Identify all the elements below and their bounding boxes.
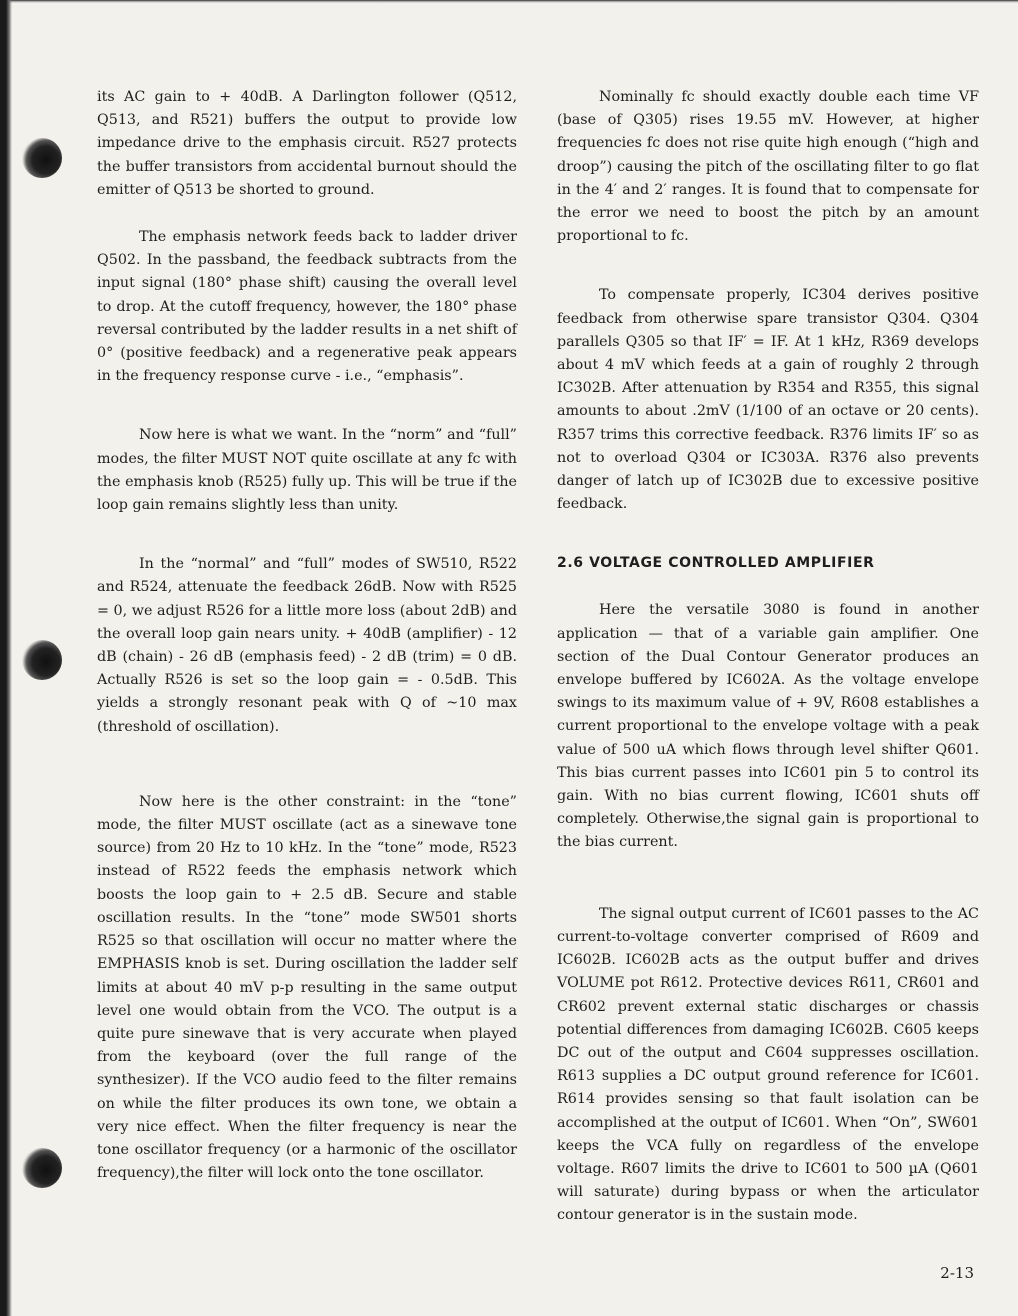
right-column bbox=[557, 86, 979, 1228]
paragraph: The emphasis network feeds back to ladder driver Q502. In the passband, the feedback subtracts from the input signal (180° phase shift) causing the overall level to drop. At the cutoff frequency, however, the 180° phase reversal contributed by the ladder results in a net shift of 0° (positive feedback) and a regenerative peak appears in the frequency response curve - i.e., “emphasis”. bbox=[97, 229, 517, 385]
paragraph: Now here is what we want. In the “norm” and “full” modes, the filter MUST NOT quite oscillate at any fc with the emphasis knob (R525) fully up. This will be true if the loop gain remains slightly less than unity. bbox=[97, 427, 517, 514]
binder-hole-icon bbox=[22, 640, 62, 680]
left-column bbox=[97, 86, 517, 1185]
page-edge-shadow-top bbox=[0, 0, 1018, 3]
paragraph: Now here is the other constraint: in the “tone” mode, the filter MUST oscillate (act as a sinewave tone source) from 20 Hz to 10 kHz. In the “tone” mode, R523 instead of R522 feeds the emphasis network which boosts the loop gain to + 2.5 dB. Secure and stable oscillation results. In the “tone” mode SW501 shorts R525 so that oscillation will occur no matter where the EMPHASIS knob is set. During oscillation the ladder self limits at about 40 mV p-p resulting in the same output level one would obtain from the VCO. The output is a quite pure sinewave that is very accurate when played from the keyboard (over the full range of the synthesizer). If the VCO audio feed to the filter remains on while the filter produces its own tone, we obtain a very nice effect. When the filter frequency is near the tone oscillator frequency (or a harmonic of the oscillator frequency),the filter will lock onto the tone oscillator. bbox=[97, 793, 517, 1182]
paragraph: The signal output current of IC601 passes to the AC current-to-voltage converter comprised of R609 and IC602B. IC602B acts as the output buffer and drives VOLUME pot R612. Protective devices R611, CR601 and CR602 prevent external static discharges or chassis potential differences from damaging IC602B. C605 keeps DC out of the output and C604 suppresses oscillation. R613 supplies a DC output ground reference for IC601. R614 provides sensing so that fault isolation can be accomplished at the output of IC601. When “On”, SW601 keeps the VCA fully on regardless of the envelope voltage. R607 limits the drive to IC601 to 500 µA (Q601 will saturate) during bypass or when the articulator contour generator is in the sustain mode. bbox=[557, 905, 979, 1224]
page-number: 2-13 bbox=[940, 1264, 974, 1282]
paragraph: In the “normal” and “full” modes of SW510, R522 and R524, attenuate the feedback 26dB. Now with R525 = 0, we adjust R526 for a little more loss (about 2dB) and the overall loop gain nears unity. + 40dB (amplifier) - 12 dB (chain) - 26 dB (emphasis feed) - 2 dB (trim) = 0 dB. Actually R526 is set so the loop gain = - 0.5dB. This yields a strongly resonant peak with Q of ~10 max (threshold of oscillation). bbox=[97, 556, 517, 735]
page-edge-shadow-left bbox=[0, 0, 12, 1316]
section-heading: 2.6 VOLTAGE CONTROLLED AMPLIFIER bbox=[557, 555, 875, 572]
paragraph: its AC gain to + 40dB. A Darlington follower (Q512, Q513, and R521) buffers the output to provide low impedance drive to the emphasis circuit. R527 protects the buffer transistors from accidental burnout should the emitter of Q513 be shorted to ground. bbox=[97, 89, 517, 198]
binder-hole-icon bbox=[22, 138, 62, 178]
binder-hole-icon bbox=[22, 1148, 62, 1188]
paragraph: Here the versatile 3080 is found in another application — that of a variable gain amplifier. One section of the Dual Contour Generator produces an envelope buffered by IC602A. As the voltage envelope swings to its maximum value of + 9V, R608 establishes a current proportional to the envelope voltage with a peak value of 500 uA which flows through level shifter Q601. This bias current passes into IC601 pin 5 to control its gain. With no bias current flowing, IC601 shuts off completely. Otherwise,the signal gain is proportional to the bias current. bbox=[557, 602, 979, 851]
paragraph: Nominally fc should exactly double each time VF (base of Q305) rises 19.55 mV. However, at higher frequencies fc does not rise quite high enough (“high and droop”) causing the pitch of the oscillating filter to go flat in the 4′ and 2′ ranges. It is found that to compensate for the error we need to boost the pitch by an amount proportional to fc. bbox=[557, 89, 979, 245]
paragraph: To compensate properly, IC304 derives positive feedback from otherwise spare transistor Q304. Q304 parallels Q305 so that IF′ = IF. At 1 kHz, R369 develops about 4 mV which feeds at a gain of roughly 2 through IC302B. After attenuation by R354 and R355, this signal amounts to about .2mV (1/100 of an octave or 20 cents). R357 trims this corrective feedback. R376 limits IF′ so as not to overload Q304 or IC303A. R376 also prevents danger of latch up of IC302B due to excessive positive feedback. bbox=[557, 287, 979, 513]
